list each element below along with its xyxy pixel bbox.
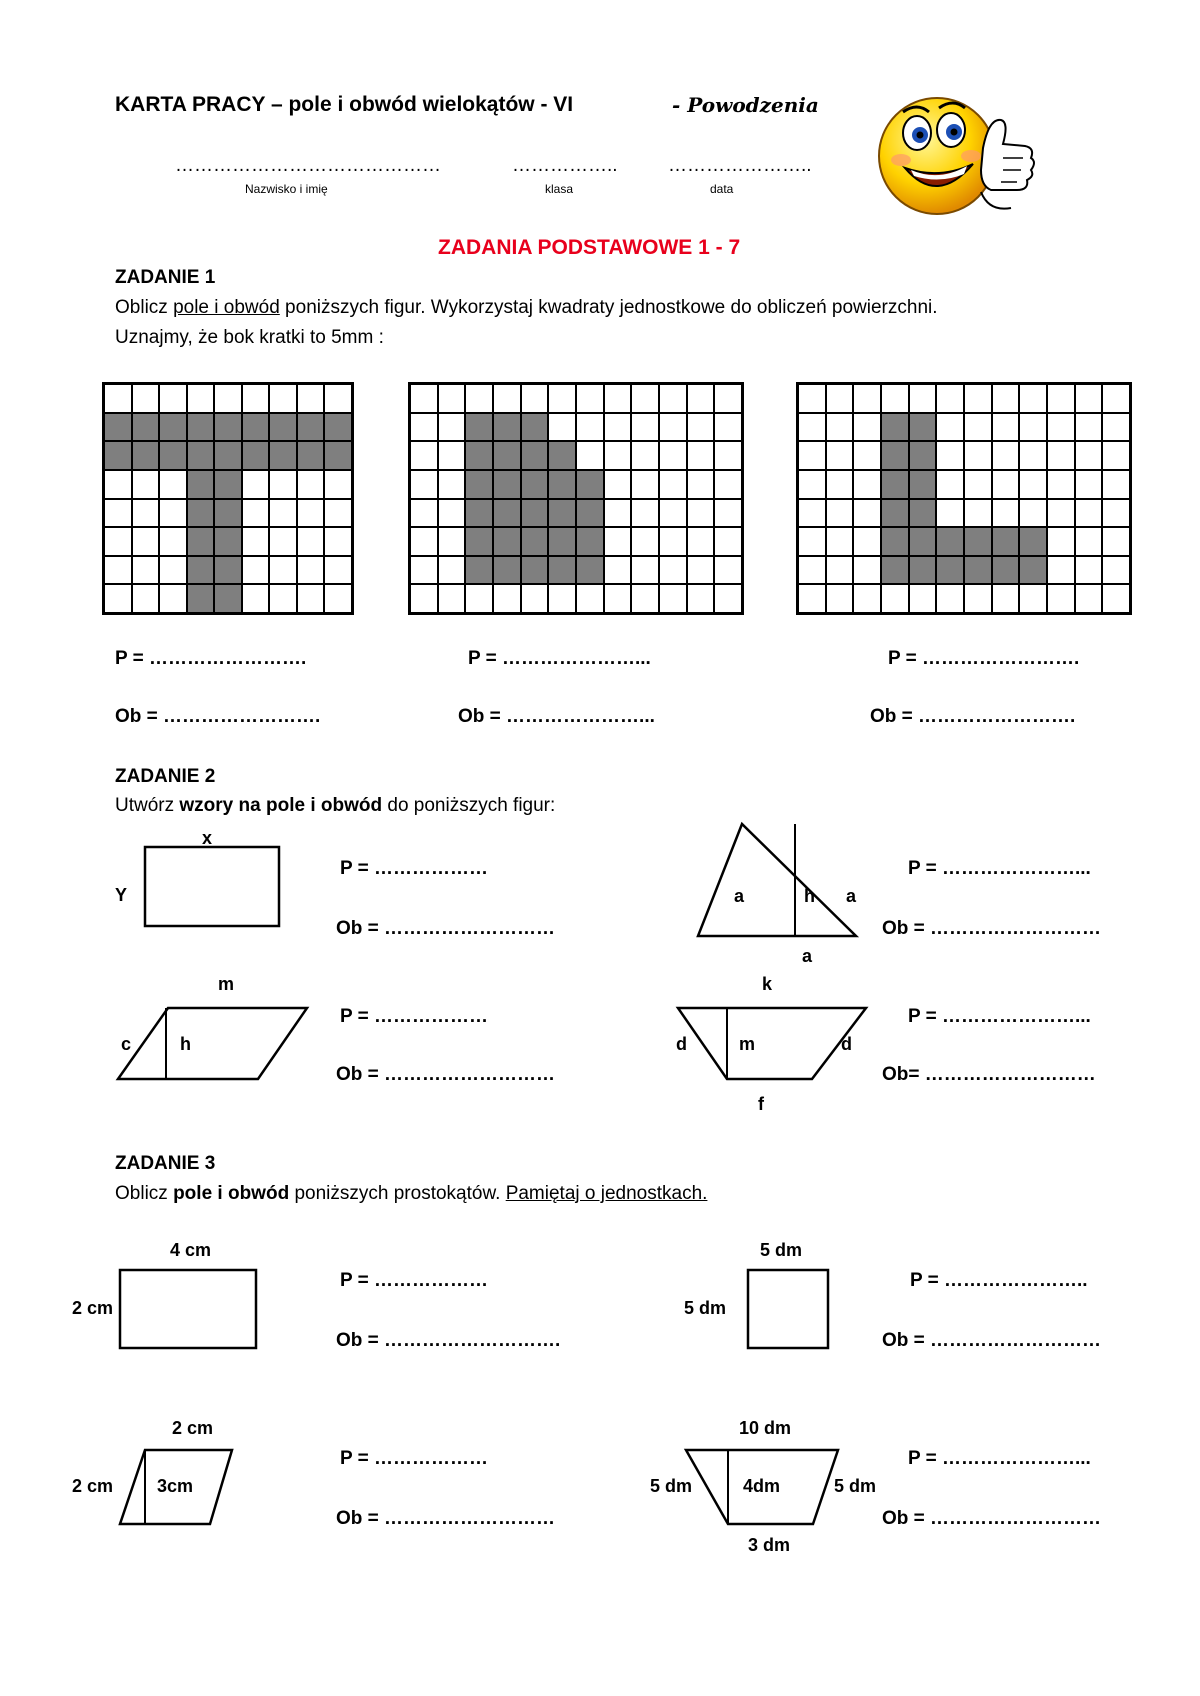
task3-title: ZADANIE 3: [115, 1153, 216, 1174]
t3-trapezoid-top-label: 10 dm: [739, 1418, 792, 1438]
trapezoid-bottom-label: f: [758, 1094, 764, 1114]
task1-perimeter-3[interactable]: Ob = …………………….: [870, 706, 1076, 727]
triangle-height-label: h: [804, 886, 815, 906]
triangle-right-label: a: [846, 886, 857, 906]
name-line[interactable]: ……………………………………: [175, 155, 441, 176]
trapezoid-height-label: m: [739, 1034, 756, 1054]
t3-parallelogram-height-label: 3cm: [157, 1476, 194, 1496]
task3-trapezoid-perimeter[interactable]: Ob = ………………………: [882, 1508, 1102, 1529]
t3-trapezoid-height-label: 4dm: [743, 1476, 781, 1496]
task1-answer-area-2[interactable]: P = …………………...: [468, 648, 651, 669]
task1-instruction: Oblicz pole i obwód poniższych figur. Wykorzystaj kwadraty jednostkowe do obliczeń powierzchni.: [115, 297, 938, 318]
task1-perimeter-2[interactable]: Ob = …………………...: [458, 706, 655, 727]
t3-square-top-label: 5 dm: [760, 1240, 803, 1260]
task2-trapezoid-area[interactable]: P = …………………...: [908, 1006, 1091, 1027]
t3-parallelogram-top-label: 2 cm: [172, 1418, 214, 1438]
trapezoid-left-label: d: [676, 1034, 687, 1054]
task1-title: ZADANIE 1: [115, 267, 216, 288]
worksheet-title: KARTA PRACY – pole i obwód wielokątów - VI: [115, 93, 574, 116]
t3-rect-top-label: 4 cm: [170, 1240, 212, 1260]
class-line[interactable]: ……………..: [512, 155, 618, 176]
rect-top-label: x: [202, 828, 213, 848]
task2-parallelogram-perimeter[interactable]: Ob = ………………………: [336, 1064, 556, 1085]
trapezoid-top-label: k: [762, 974, 773, 994]
date-line[interactable]: …………………..: [668, 155, 812, 176]
task3-parallelogram-area[interactable]: P = ………………: [340, 1448, 488, 1469]
triangle-base-label: a: [802, 946, 813, 966]
t3-rect-side-label: 2 cm: [72, 1298, 114, 1318]
t3-parallelogram-side-label: 2 cm: [72, 1476, 114, 1496]
t3-trapezoid-left-label: 5 dm: [650, 1476, 693, 1496]
task1-answer-area-1[interactable]: P = …………………….: [115, 648, 307, 669]
task1-perimeter-1[interactable]: Ob = …………………….: [115, 706, 321, 727]
task2-rect-area[interactable]: P = ………………: [340, 858, 488, 879]
name-label: Nazwisko i imię: [245, 182, 328, 196]
task2-rect-perimeter[interactable]: Ob = ………………………: [336, 918, 556, 939]
rect-side-label: Y: [115, 885, 128, 905]
task2-title: ZADANIE 2: [115, 766, 216, 787]
t3-trapezoid-bottom-label: 3 dm: [748, 1535, 791, 1555]
task1-unit-note: Uznajmy, że bok kratki to 5mm :: [115, 327, 384, 348]
parallelogram-side-label: c: [121, 1034, 132, 1054]
task2-trapezoid-perimeter[interactable]: Ob= ………………………: [882, 1064, 1096, 1085]
date-label: data: [710, 182, 734, 196]
task3-rect-perimeter[interactable]: Ob = ……………………….: [336, 1330, 561, 1351]
task3-instruction: Oblicz pole i obwód poniższych prostokątów. Pamiętaj o jednostkach.: [115, 1183, 708, 1204]
class-label: klasa: [545, 182, 574, 196]
task3-square-perimeter[interactable]: Ob = ………………………: [882, 1330, 1102, 1351]
task3-square-area[interactable]: P = …………………..: [910, 1270, 1088, 1291]
parallelogram-top-label: m: [218, 974, 235, 994]
t3-square-side-label: 5 dm: [684, 1298, 727, 1318]
t3-trapezoid-right-label: 5 dm: [834, 1476, 877, 1496]
trapezoid-right-label: d: [841, 1034, 852, 1054]
task1-answer-area-3[interactable]: P = …………………….: [888, 648, 1080, 669]
triangle-left-label: a: [734, 886, 745, 906]
task2-triangle-area[interactable]: P = …………………...: [908, 858, 1091, 879]
task3-parallelogram-perimeter[interactable]: Ob = ………………………: [336, 1508, 556, 1529]
parallelogram-height-label: h: [180, 1034, 191, 1054]
greeting-text: - Powodzenia: [672, 93, 819, 117]
task2-triangle-perimeter[interactable]: Ob = ………………………: [882, 918, 1102, 939]
section-subtitle: ZADANIA PODSTAWOWE 1 - 7: [438, 236, 741, 259]
task3-rect-area[interactable]: P = ………………: [340, 1270, 488, 1291]
task2-parallelogram-area[interactable]: P = ………………: [340, 1006, 488, 1027]
task3-trapezoid-area[interactable]: P = …………………...: [908, 1448, 1091, 1469]
task2-instruction: Utwórz wzory na pole i obwód do poniższych figur:: [115, 795, 556, 816]
